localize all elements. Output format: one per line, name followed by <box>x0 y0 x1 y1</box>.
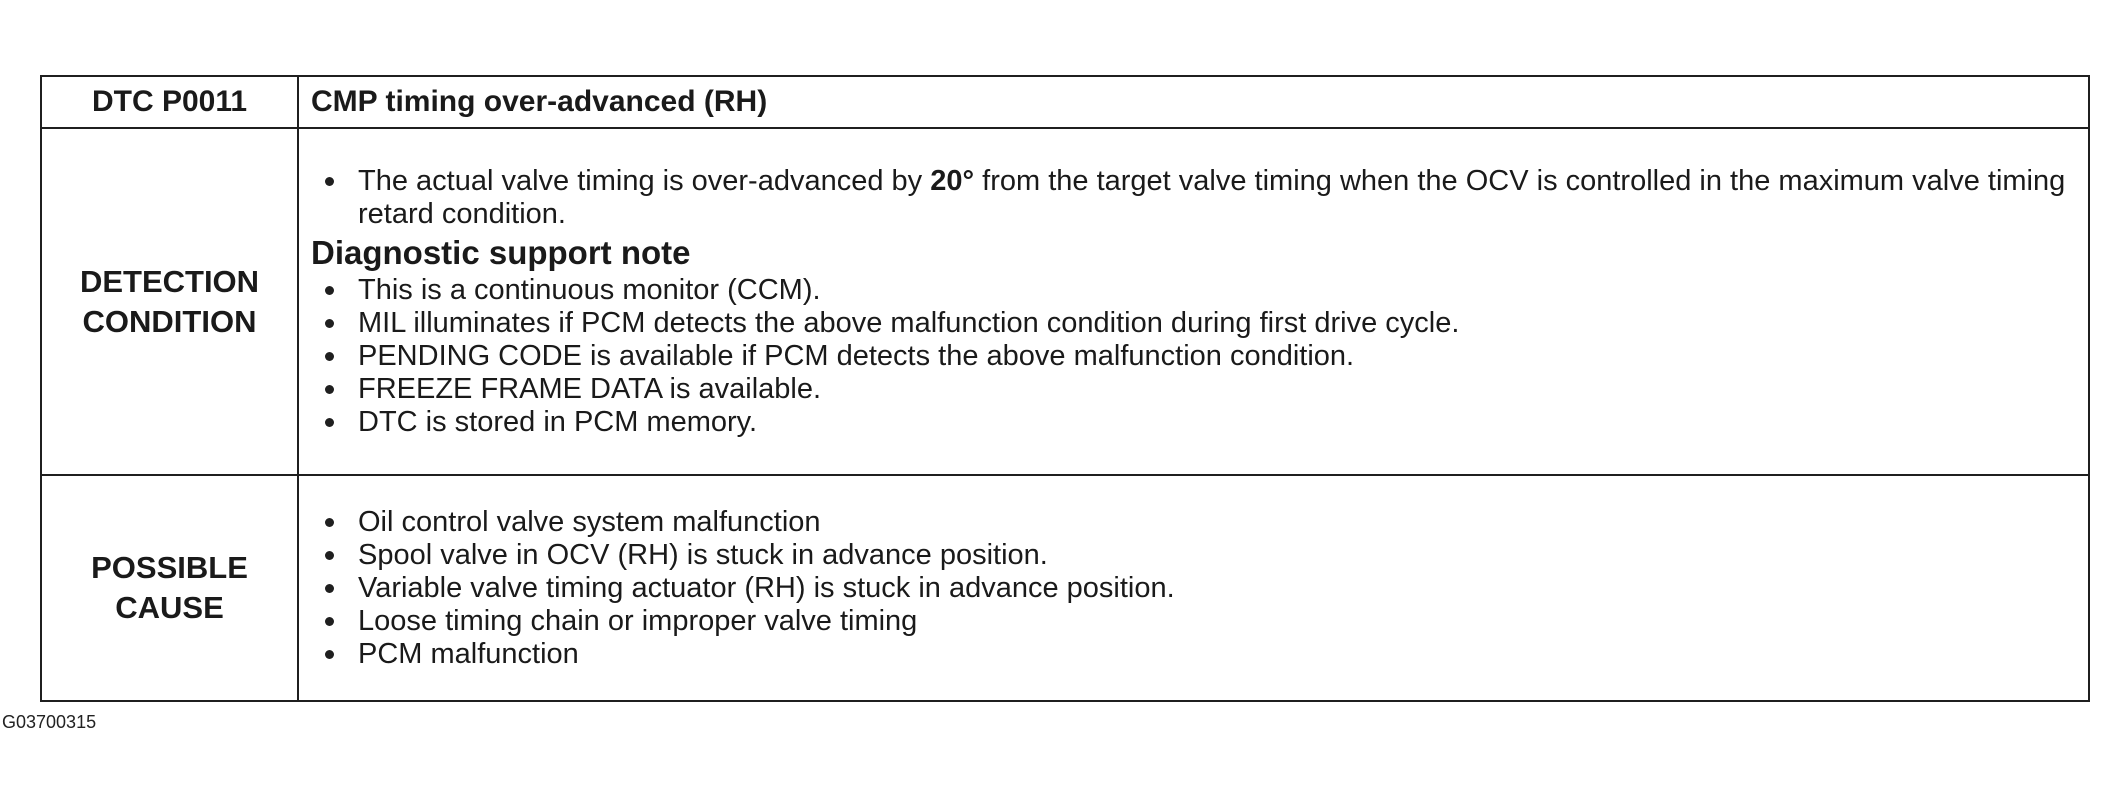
detection-condition-content <box>298 128 2089 475</box>
diagnostic-support-heading: Diagnostic support note <box>311 233 691 271</box>
detection-main-bullet <box>311 165 2076 231</box>
figure-code: G03700315 <box>2 712 97 732</box>
support-note-list <box>311 274 2076 439</box>
detection-label-line2: CONDITION <box>82 303 257 339</box>
detection-bold-value: 20° <box>930 164 975 197</box>
possible-cause-item: PCM malfunction <box>311 638 2076 671</box>
possible-cause-item: Variable valve timing actuator (RH) is stuck in advance position. <box>311 572 2076 605</box>
possible-cause-list <box>311 506 2076 671</box>
possible-cause-label <box>41 475 298 701</box>
cause-label-line1: POSSIBLE <box>91 550 248 585</box>
detection-condition-row <box>41 128 2089 475</box>
detection-text-after: from the target valve timing when the OCV is controlled in the maximum valve timing retard condition. <box>358 164 2066 230</box>
detection-label-line1: DETECTION <box>79 263 260 299</box>
possible-cause-row <box>41 475 2089 701</box>
support-note-item: FREEZE FRAME DATA is available. <box>311 373 2076 406</box>
dtc-table <box>40 75 2090 702</box>
cause-label-line2: CAUSE <box>115 590 224 625</box>
possible-cause-content <box>298 475 2089 701</box>
detection-main-list <box>311 165 2076 231</box>
dtc-title: CMP timing over-advanced (RH) <box>298 76 2089 128</box>
support-note-item: PENDING CODE is available if PCM detects the above malfunction condition. <box>311 340 2076 373</box>
detection-text-before: The actual valve timing is over-advanced by <box>358 164 931 197</box>
possible-cause-item: Oil control valve system malfunction <box>311 506 2076 539</box>
support-note-item: MIL illuminates if PCM detects the above malfunction condition during first drive cycle. <box>311 307 2076 340</box>
possible-cause-item: Loose timing chain or improper valve timing <box>311 605 2076 638</box>
support-note-item: This is a continuous monitor (CCM). <box>311 274 2076 307</box>
dtc-code: DTC P0011 <box>41 76 298 128</box>
support-note-item: DTC is stored in PCM memory. <box>311 406 2076 439</box>
possible-cause-item: Spool valve in OCV (RH) is stuck in advance position. <box>311 539 2076 572</box>
detection-condition-label <box>41 128 298 475</box>
header-row <box>41 76 2089 128</box>
